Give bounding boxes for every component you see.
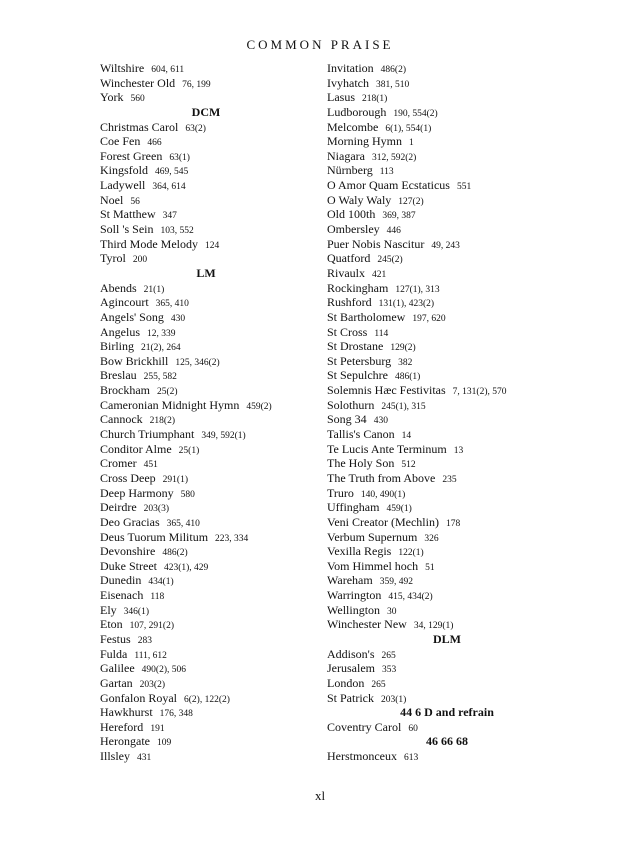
- tune-name: St Cross: [327, 324, 368, 339]
- hymn-numbers: 34, 129(1): [413, 621, 454, 632]
- tune-name: Veni Creator (Mechlin): [327, 514, 439, 529]
- tune-entry: [100, 383, 312, 398]
- tune-name: Tallis's Canon: [327, 427, 395, 442]
- tune-entry: [327, 266, 567, 281]
- tune-name: Fulda: [100, 646, 128, 661]
- tune-entry: [100, 412, 312, 427]
- tune-entry: [100, 368, 312, 383]
- hymn-numbers: 109: [156, 738, 172, 749]
- tune-entry: [100, 573, 312, 588]
- tune-name: Conditor Alme: [100, 441, 172, 456]
- tune-entry: [327, 720, 567, 735]
- tune-name: Bow Brickhill: [100, 353, 169, 368]
- tune-entry: [327, 442, 567, 457]
- tune-name: Te Lucis Ante Terminum: [327, 441, 447, 456]
- hymn-numbers: 613: [403, 753, 419, 764]
- tune-name: Third Mode Melody: [100, 236, 198, 251]
- tune-name: The Truth from Above: [327, 470, 436, 485]
- tune-name: St Sepulchre: [327, 368, 388, 383]
- tune-entry: [100, 61, 312, 76]
- index-column-right: [327, 61, 567, 764]
- hymn-numbers: 111, 612: [134, 650, 167, 661]
- tune-name: Melcombe: [327, 119, 379, 134]
- tune-name: Ludborough: [327, 104, 387, 119]
- tune-entry: [100, 515, 312, 530]
- tune-entry: [100, 178, 312, 193]
- hymn-numbers: 218(2): [149, 416, 175, 427]
- hymn-numbers: 486(2): [162, 548, 188, 559]
- hymn-numbers: 265: [371, 679, 386, 690]
- tune-name: Gonfalon Royal: [100, 690, 177, 705]
- tune-name: Morning Hymn: [327, 134, 402, 149]
- hymn-numbers: 1: [409, 138, 414, 149]
- hymn-numbers: 25(2): [157, 387, 178, 398]
- index-column-left: [100, 61, 312, 764]
- tune-entry: [100, 354, 312, 369]
- tune-entry: [100, 647, 312, 662]
- tune-name: Angelus: [100, 324, 140, 339]
- hymn-numbers: 381, 510: [375, 79, 410, 90]
- hymn-numbers: 346(1): [123, 606, 149, 617]
- tune-name: O Amor Quam Ecstaticus: [327, 178, 450, 193]
- tune-entry: [100, 251, 312, 266]
- tune-name: St Drostane: [327, 339, 384, 354]
- hymn-numbers: 459(1): [386, 504, 412, 515]
- hymn-numbers: 124: [205, 240, 220, 251]
- hymn-numbers: 127(2): [398, 196, 424, 207]
- hymn-numbers: 255, 582: [143, 372, 177, 383]
- tune-name: Invitation: [327, 61, 374, 75]
- tune-name: Winchester New: [327, 617, 407, 632]
- tune-entry: [327, 588, 567, 603]
- tune-entry: [100, 603, 312, 618]
- tune-entry: [100, 456, 312, 471]
- tune-name: Tyrol: [100, 251, 126, 266]
- tune-entry: [327, 354, 567, 369]
- tune-name: Illsley: [100, 749, 130, 764]
- tune-entry: [100, 76, 312, 91]
- tune-entry: [100, 398, 312, 413]
- tune-name: Deo Gracias: [100, 514, 160, 529]
- hymn-numbers: 490(2), 506: [141, 665, 186, 676]
- hymn-numbers: 430: [373, 416, 388, 427]
- tune-entry: [100, 486, 312, 501]
- hymn-numbers: 203(3): [143, 504, 169, 515]
- hymn-numbers: 353: [381, 665, 397, 676]
- tune-name: Brockham: [100, 383, 150, 398]
- tune-name: Cromer: [100, 456, 137, 471]
- tune-name: St Petersburg: [327, 353, 392, 368]
- hymn-numbers: 365, 410: [155, 299, 189, 310]
- tune-entry: [327, 456, 567, 471]
- tune-entry: [327, 295, 567, 310]
- tune-entry: [327, 691, 567, 706]
- tune-name: Truro: [327, 485, 354, 500]
- tune-name: Addison's: [327, 646, 375, 661]
- tune-entry: [100, 705, 312, 720]
- hymn-numbers: 469, 545: [155, 167, 189, 178]
- tune-entry: [100, 749, 312, 764]
- hymn-numbers: 178: [445, 518, 461, 529]
- tune-entry: [327, 310, 567, 325]
- tune-name: Duke Street: [100, 558, 157, 573]
- tune-entry: [327, 193, 567, 208]
- tune-entry: [327, 530, 567, 545]
- hymn-numbers: 21(1): [143, 284, 165, 295]
- tune-name: Wellington: [327, 602, 381, 617]
- tune-name: Rushford: [327, 295, 372, 310]
- tune-entry: [327, 749, 567, 764]
- hymn-numbers: 76, 199: [182, 79, 211, 90]
- hymn-numbers: 349, 592(1): [201, 431, 246, 442]
- tune-entry: [100, 471, 312, 486]
- tune-name: Ivyhatch: [327, 75, 369, 90]
- tune-entry: [327, 76, 567, 91]
- hymn-numbers: 51: [425, 562, 435, 573]
- tune-name: Quatford: [327, 251, 371, 266]
- tune-name: St Patrick: [327, 690, 374, 705]
- tune-name: Wiltshire: [100, 61, 145, 75]
- tune-name: Eton: [100, 617, 123, 632]
- tune-entry: [327, 222, 567, 237]
- tune-name: Dunedin: [100, 573, 142, 588]
- tune-entry: [327, 647, 567, 662]
- hymn-numbers: 466: [147, 138, 162, 149]
- tune-entry: [327, 281, 567, 296]
- tune-name: Galilee: [100, 661, 135, 676]
- hymn-numbers: 6(2), 122(2): [184, 694, 230, 705]
- tune-entry: [100, 427, 312, 442]
- hymn-numbers: 283: [137, 635, 152, 646]
- tune-entry: [100, 120, 312, 135]
- running-header: COMMON PRAISE: [246, 37, 394, 52]
- tune-name: Herongate: [100, 734, 150, 749]
- tune-entry: [327, 661, 567, 676]
- tune-name: Cross Deep: [100, 470, 156, 485]
- tune-entry: [100, 691, 312, 706]
- tune-name: Christmas Carol: [100, 119, 179, 134]
- tune-entry: [100, 559, 312, 574]
- tune-name: The Holy Son: [327, 456, 395, 471]
- hymn-numbers: 265: [381, 650, 396, 661]
- hymn-numbers: 191: [150, 723, 165, 734]
- hymn-numbers: 512: [401, 460, 416, 471]
- tune-name: Song 34: [327, 412, 367, 427]
- tune-entry: [327, 163, 567, 178]
- tune-name: Eisenach: [100, 588, 144, 603]
- hymn-numbers: 131(1), 423(2): [378, 299, 435, 310]
- tune-entry: [100, 222, 312, 237]
- hymn-numbers: 21(2), 264: [141, 343, 181, 354]
- hymn-numbers: 223, 334: [215, 533, 249, 544]
- meter-heading: 44 6 D and refrain: [400, 705, 494, 720]
- tune-entry: [327, 398, 567, 413]
- tune-name: Uffingham: [327, 500, 380, 515]
- tune-entry: [327, 544, 567, 559]
- tune-name: Niagara: [327, 148, 365, 163]
- tune-entry: [327, 90, 567, 105]
- tune-entry: [100, 149, 312, 164]
- hymn-numbers: 7, 131(2), 570: [452, 387, 507, 398]
- hymn-numbers: 359, 492: [379, 577, 413, 588]
- hymn-numbers: 63(1): [169, 152, 190, 163]
- tune-entry: [100, 632, 312, 647]
- tune-entry: [100, 163, 312, 178]
- tune-name: Solemnis Hæc Festivitas: [327, 383, 446, 398]
- hymn-numbers: 129(2): [390, 343, 416, 354]
- hymn-numbers: 218(1): [362, 94, 388, 105]
- meter-heading: DCM: [191, 104, 221, 119]
- hymn-numbers: 127(1), 313: [395, 284, 440, 295]
- hymn-numbers: 140, 490(1): [360, 489, 406, 500]
- hymn-numbers: 430: [170, 313, 186, 324]
- tune-name: O Waly Waly: [327, 192, 392, 207]
- tune-entry: [100, 281, 312, 296]
- tune-entry: [327, 676, 567, 691]
- tune-name: Hawkhurst: [100, 705, 153, 720]
- hymn-numbers: 364, 614: [152, 182, 186, 193]
- tune-entry: [100, 339, 312, 354]
- tune-entry: [327, 105, 567, 120]
- tune-name: Wareham: [327, 573, 373, 588]
- tune-entry: [100, 544, 312, 559]
- hymn-numbers: 118: [150, 592, 165, 603]
- tune-name: Soll 's Sein: [100, 222, 154, 237]
- tune-name: Rockingham: [327, 280, 389, 295]
- hymn-numbers: 25(1): [178, 445, 200, 456]
- tune-name: St Matthew: [100, 207, 156, 222]
- tune-name: Breslau: [100, 368, 137, 383]
- tune-entry: [327, 368, 567, 383]
- hymn-numbers: 451: [143, 460, 158, 471]
- tune-entry: [100, 193, 312, 208]
- tune-name: Cannock: [100, 412, 143, 427]
- hymn-numbers: 56: [130, 196, 140, 207]
- hymn-numbers: 312, 592(2): [371, 152, 417, 163]
- hymn-numbers: 49, 243: [431, 240, 460, 251]
- tune-entry: [327, 120, 567, 135]
- hymn-numbers: 421: [372, 269, 387, 280]
- tune-entry: [327, 412, 567, 427]
- tune-name: Ladywell: [100, 178, 146, 193]
- tune-name: Deep Harmony: [100, 485, 174, 500]
- hymn-numbers: 347: [162, 211, 177, 222]
- tune-name: Warrington: [327, 588, 382, 603]
- tune-name: Herstmonceux: [327, 749, 397, 764]
- tune-entry: [100, 676, 312, 691]
- hymn-numbers: 60: [408, 723, 418, 734]
- hymn-numbers: 114: [374, 328, 389, 339]
- tune-name: Ombersley: [327, 222, 380, 237]
- hymn-numbers: 203(1): [381, 694, 407, 705]
- tune-entry: [100, 134, 312, 149]
- meter-heading: DLM: [433, 631, 461, 646]
- tune-name: Winchester Old: [100, 75, 176, 90]
- tune-entry: [327, 573, 567, 588]
- hymn-numbers: 203(2): [139, 679, 165, 690]
- hymn-numbers: 369, 387: [382, 211, 416, 222]
- tune-name: Church Triumphant: [100, 427, 195, 442]
- tune-name: Birling: [100, 339, 135, 354]
- hymn-numbers: 12, 339: [147, 328, 176, 339]
- tune-entry: [100, 237, 312, 252]
- tune-entry: [327, 383, 567, 398]
- tune-name: Kingsfold: [100, 163, 148, 178]
- tune-entry: [327, 559, 567, 574]
- hymn-numbers: 122(1): [398, 548, 424, 559]
- hymn-numbers: 14: [401, 431, 412, 442]
- tune-name: Coventry Carol: [327, 719, 402, 734]
- tune-name: St Bartholomew: [327, 309, 406, 324]
- hymn-numbers: 580: [180, 489, 195, 500]
- tune-entry: [327, 486, 567, 501]
- tune-entry: [100, 442, 312, 457]
- tune-name: Deus Tuorum Militum: [100, 529, 209, 544]
- tune-entry: [100, 310, 312, 325]
- tune-entry: [100, 295, 312, 310]
- hymn-numbers: 113: [379, 167, 394, 178]
- hymn-numbers: 486(2): [380, 65, 406, 75]
- tune-name: Noel: [100, 192, 124, 207]
- tune-entry: [327, 251, 567, 266]
- tune-entry: [100, 617, 312, 632]
- tune-name: Old 100th: [327, 207, 376, 222]
- hymn-numbers: 551: [456, 182, 472, 193]
- hymn-numbers: 365, 410: [166, 518, 200, 529]
- tune-name: Nürnberg: [327, 163, 373, 178]
- tune-entry: [327, 178, 567, 193]
- tune-name: Angels' Song: [100, 309, 164, 324]
- tune-entry: [100, 530, 312, 545]
- tune-name: Hereford: [100, 719, 144, 734]
- tune-entry: [327, 427, 567, 442]
- hymn-numbers: 604, 611: [151, 65, 185, 75]
- tune-name: Coe Fen: [100, 134, 141, 149]
- hymn-numbers: 6(1), 554(1): [385, 123, 432, 134]
- hymn-numbers: 176, 348: [159, 709, 193, 720]
- tune-name: Vexilla Regis: [327, 544, 392, 559]
- hymn-numbers: 382: [398, 357, 413, 368]
- tune-entry: [327, 500, 567, 515]
- tune-name: Agincourt: [100, 295, 149, 310]
- tune-name: Abends: [100, 280, 137, 295]
- tune-entry: [327, 237, 567, 252]
- hymn-numbers: 434(1): [148, 577, 174, 588]
- meter-heading: LM: [196, 265, 216, 280]
- tune-entry: [327, 325, 567, 340]
- hymn-numbers: 245(2): [377, 255, 403, 266]
- tune-entry: [100, 734, 312, 749]
- hymn-numbers: 63(2): [185, 123, 206, 134]
- tune-entry: [327, 617, 567, 632]
- tune-name: Ely: [100, 602, 117, 617]
- tune-entry: [100, 207, 312, 222]
- tune-entry: [327, 603, 567, 618]
- tune-name: Jerusalem: [327, 661, 375, 676]
- tune-name: Lasus: [327, 90, 355, 105]
- tune-name: Forest Green: [100, 148, 163, 163]
- tune-entry: [327, 471, 567, 486]
- tune-name: Deirdre: [100, 500, 137, 515]
- hymn-numbers: 560: [130, 94, 145, 105]
- tune-entry: [327, 207, 567, 222]
- tune-name: Solothurn: [327, 397, 375, 412]
- tune-name: Cameronian Midnight Hymn: [100, 397, 240, 412]
- tune-entry: [100, 661, 312, 676]
- tune-entry: [100, 500, 312, 515]
- hymn-numbers: 107, 291(2): [129, 621, 174, 632]
- hymn-numbers: 103, 552: [160, 226, 194, 237]
- page-number: xl: [314, 788, 326, 803]
- tune-entry: [327, 149, 567, 164]
- tune-entry: [100, 325, 312, 340]
- tune-entry: [327, 61, 567, 76]
- hymn-numbers: 190, 554(2): [393, 108, 438, 119]
- tune-name: Devonshire: [100, 544, 156, 559]
- hymn-numbers: 431: [137, 753, 152, 764]
- tune-name: Puer Nobis Nascitur: [327, 236, 425, 251]
- hymn-numbers: 30: [387, 606, 397, 617]
- hymn-numbers: 200: [132, 255, 148, 266]
- tune-name: Gartan: [100, 675, 133, 690]
- tune-name: Festus: [100, 631, 131, 646]
- tune-entry: [327, 339, 567, 354]
- hymn-numbers: 459(2): [246, 401, 272, 412]
- tune-entry: [100, 90, 312, 105]
- hymn-numbers: 13: [453, 445, 464, 456]
- hymn-numbers: 235: [442, 474, 457, 485]
- tune-entry: [327, 134, 567, 149]
- hymn-numbers: 486(1): [395, 372, 421, 383]
- hymn-numbers: 326: [424, 533, 439, 544]
- hymn-numbers: 423(1), 429: [163, 562, 209, 573]
- hymn-numbers: 245(1), 315: [381, 401, 426, 412]
- hymn-numbers: 125, 346(2): [175, 357, 220, 368]
- tune-entry: [327, 515, 567, 530]
- hymn-numbers: 197, 620: [412, 313, 446, 324]
- hymn-numbers: 291(1): [162, 474, 188, 485]
- tune-name: York: [100, 90, 124, 105]
- tune-entry: [100, 588, 312, 603]
- tune-name: Vom Himmel hoch: [327, 558, 419, 573]
- tune-name: Verbum Supernum: [327, 529, 418, 544]
- tune-name: London: [327, 675, 365, 690]
- hymn-numbers: 446: [386, 226, 401, 237]
- meter-heading: 46 66 68: [426, 734, 468, 749]
- tune-name: Rivaulx: [327, 265, 365, 280]
- hymn-numbers: 415, 434(2): [388, 592, 433, 603]
- tune-entry: [100, 720, 312, 735]
